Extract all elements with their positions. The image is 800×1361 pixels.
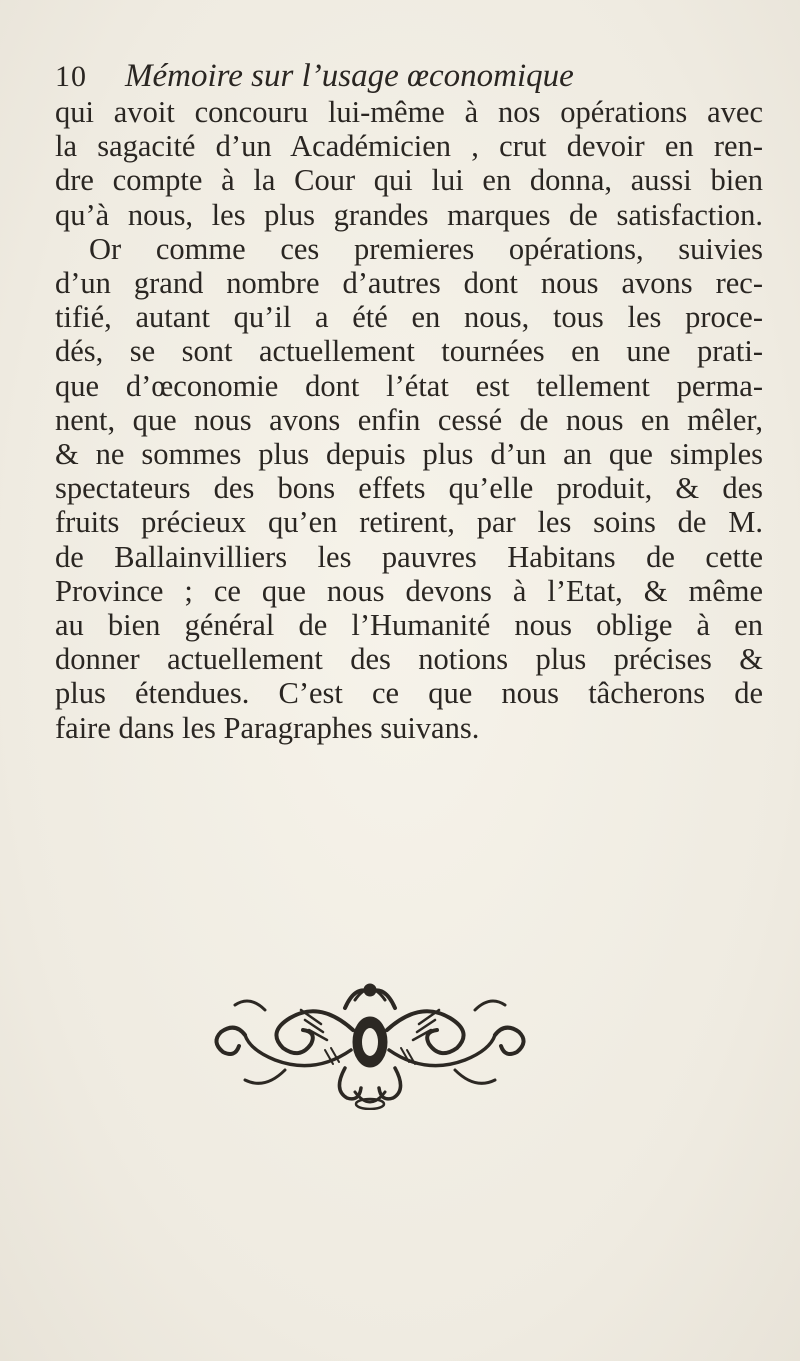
text-line: plus étendues. C’est ce que nous tâcherons de (55, 676, 763, 711)
text-line: la sagacité d’un Académicien , crut devoir en ren- (55, 129, 763, 164)
fleuron-ornament-icon (205, 980, 535, 1110)
text-line: dés, se sont actuellement tournées en une prati- (55, 334, 763, 369)
text-line: qui avoit concouru lui-même à nos opérations avec (55, 95, 763, 129)
text-line: Province ; ce que nous devons à l’Etat, & même (55, 573, 763, 608)
text-line: d’un grand nombre d’autres dont nous avons rec- (55, 266, 763, 301)
running-title: Mémoire sur l’usage œconomique (125, 58, 574, 94)
text-line: donner actuellement des notions plus précises & (55, 642, 763, 677)
text-line: & ne sommes plus depuis plus d’un an que simples (55, 437, 763, 472)
page-number: 10 (55, 60, 87, 93)
page-header (55, 60, 755, 100)
body-paragraph (55, 95, 763, 745)
text-line: de Ballainvilliers les pauvres Habitans de cette (55, 539, 763, 574)
text-line: tifié, autant qu’il a été en nous, tous les proce- (55, 300, 763, 335)
text-line: qu’à nous, les plus grandes marques de satisfaction. (55, 197, 763, 232)
text-line: spectateurs des bons effets qu’elle produit, & des (55, 471, 763, 506)
text-line: dre compte à la Cour qui lui en donna, aussi bien (55, 163, 763, 198)
text-line: fruits précieux qu’en retirent, par les soins de M. (55, 505, 763, 540)
text-line-indented: Or comme ces premieres opérations, suivies (89, 231, 763, 266)
text-line: que d’œconomie dont l’état est tellement perma- (55, 368, 763, 403)
text-line: nent, que nous avons enfin cessé de nous en mêler, (55, 402, 763, 437)
text-line-last: faire dans les Paragraphes suivans. (55, 710, 480, 745)
text-line: au bien général de l’Humanité nous oblige à en (55, 608, 763, 643)
